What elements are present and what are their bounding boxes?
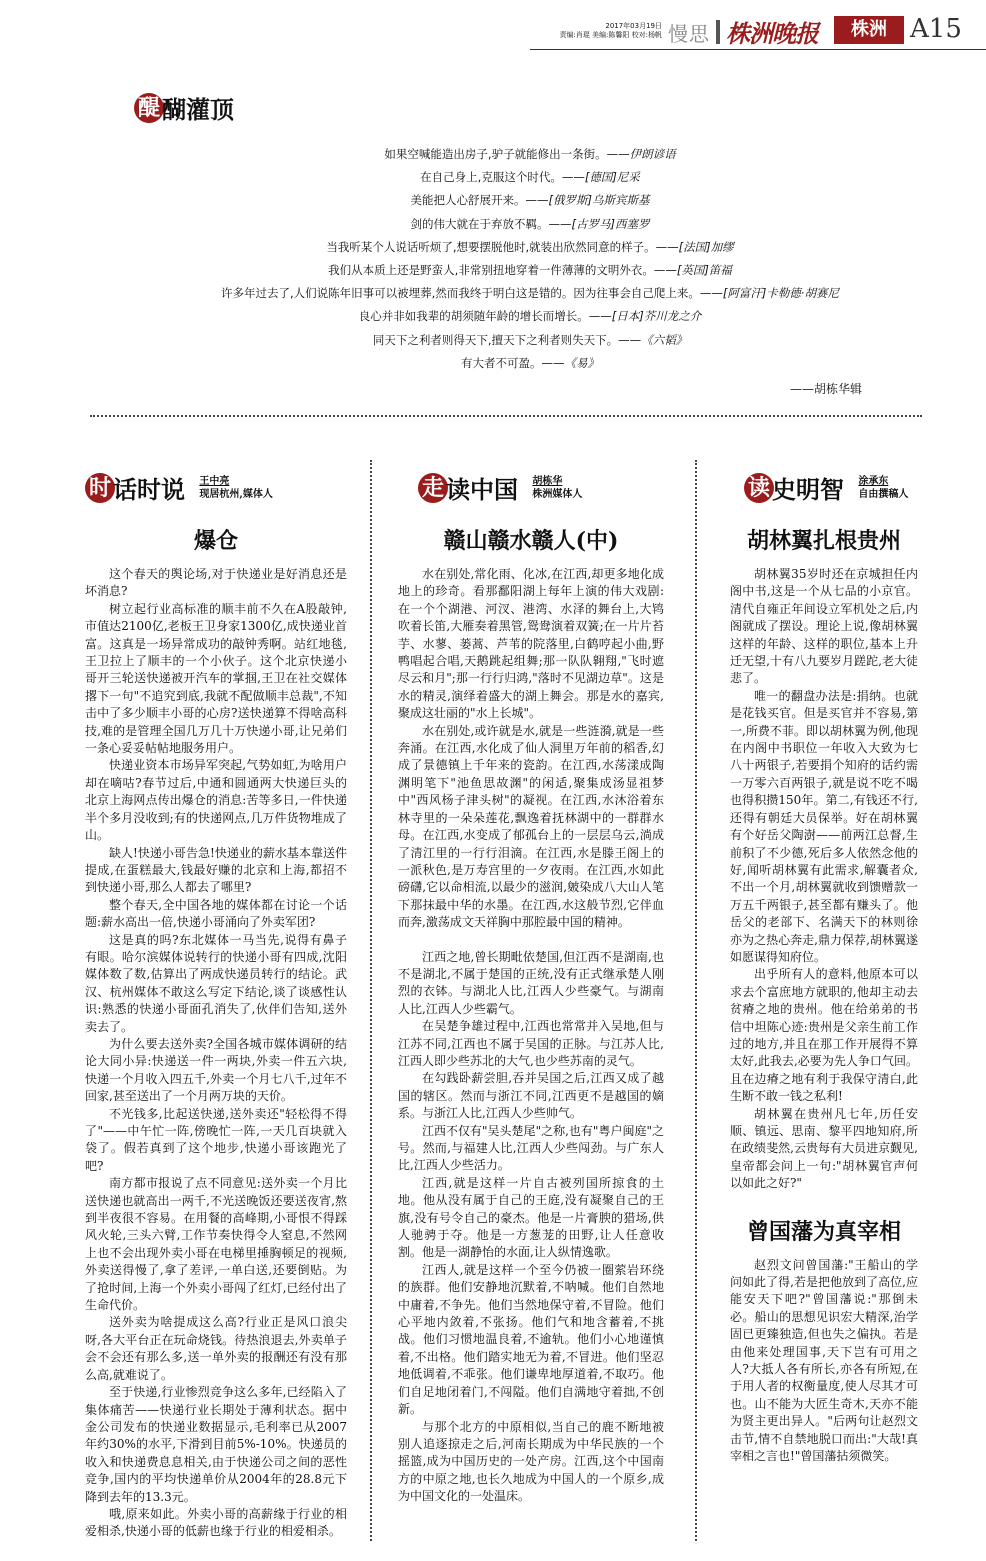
- column-divider: [370, 460, 372, 1541]
- article-body: [85, 566, 347, 1541]
- paragraph: 胡林翼在贵州凡七年,历任安顺、镇远、思南、黎平四地知府,所在政绩斐然,云贵每有大员进京觐见,皇帝都会问上一句:"胡林翼官声何以如此之好?": [730, 1106, 918, 1191]
- quote-attribution: [英国]笛福: [676, 263, 732, 278]
- header-divider: [716, 20, 720, 44]
- quotes-compiler: ——胡栋华辑: [790, 382, 863, 396]
- editor-credits: 责编:肖琨 美编:陈馨阳 校对:杨帆: [559, 31, 662, 39]
- author-byline: [532, 475, 582, 501]
- newspaper-masthead: 株洲晚报: [726, 19, 818, 48]
- paragraph: 不光钱多,比起送快递,送外卖还"轻松得不得了"——中午忙一阵,傍晚忙一阵,一天几百块就入袋了。假若真到了这个地步,快递小哥该跑光了吧?: [85, 1106, 347, 1173]
- quote-attribution: [俄罗斯]乌斯宾斯基: [548, 193, 650, 208]
- paragraph: 这是真的吗?东北媒体一马当先,说得有鼻子有眼。哈尔滨媒体说转行的快递小哥有四成,沈阳媒体数了数,估算出了两成快递员转行的结论。武汉、杭州媒体不敢这么写定下结论,谈了谈感性认识:熟悉的快递小哥面孔消失了,伙伴们告知,送外卖去了。: [85, 932, 347, 1034]
- quote-text: 在自己身上,克服这个时代。——: [420, 170, 585, 185]
- quote-text: 美能把人心舒展开来。——: [410, 193, 549, 208]
- article-body: [398, 566, 664, 1506]
- feature-heading: [134, 90, 234, 130]
- paragraph: 树立起行业高标准的顺丰前不久在A股敲钟,市值达2100亿,老板王卫身家1300亿,成快递业首富。这真是一场异常成功的敲钟秀啊。站红地毯,王卫拉上了顺丰的一个小伙子。这个北京快递小哥开三轮送快递被开汽车的掌掴,王卫在社交媒体撂下一句"不追究到底,我就不配做顺丰总裁",不知击中了多少顺丰小哥的心房?送快递算不得啥高科技,难的是管理全国几万几十万快递小哥,让兄弟们一条心妥妥帖帖地服务用户。: [85, 601, 347, 756]
- article-title: 赣山赣水赣人(中): [443, 528, 619, 554]
- header-rule: [530, 49, 986, 50]
- author-byline: [199, 475, 272, 501]
- quote-attribution: 《易》: [564, 355, 599, 370]
- paragraph: 在吴楚争雄过程中,江西也常常并入吴地,但与江苏不同,江西也不属于吴国的正脉。与江苏人比,江西人即少些苏北的大气,也少些苏南的灵气。: [398, 1019, 664, 1068]
- quote-attribution: 《六韬》: [641, 332, 688, 347]
- quotes-list: [100, 143, 960, 375]
- column-name: 话时说: [113, 475, 185, 504]
- paragraph: 哦,原来如此。外卖小哥的高薪缘于行业的相爱相杀,快递小哥的低薪也缘于行业的相爱相杀。: [85, 1506, 347, 1539]
- paragraph: 在勾践卧薪尝胆,吞并吴国之后,江西又成了越国的辖区。然而与浙江不同,江西更不是越国的嫡系。与浙江人比,江西人少些帅气。: [398, 1071, 664, 1121]
- column-badge-icon: 读: [744, 473, 774, 503]
- paragraph: 江西不仅有"吴头楚尾"之称,也有"粤户闽庭"之号。然而,与福建人比,江西人少些闯劲。与广东人比,江西人少些活力。: [398, 1123, 664, 1173]
- quote-attribution: [法国]加缪: [678, 239, 734, 254]
- column-name: 史明智: [772, 475, 844, 504]
- paragraph: 缺人!快递小哥告急!快递业的薪水基本靠送件提成,在蛋糕最大,钱最好赚的北京和上海,都招不到快递小哥,那么人都去了哪里?: [85, 845, 347, 895]
- paragraph: 江西之地,曾长期毗依楚国,但江西不是湖南,也不是湖北,不属于楚国的正统,没有正式继承楚人刚烈的衣钵。与湖北人比,江西人少些豪气。与湖南人比,江西人少些霸气。: [398, 949, 664, 1016]
- column-badge-icon: 走: [418, 473, 448, 503]
- author-byline: [858, 475, 908, 501]
- section-divider: [90, 415, 922, 417]
- header-meta: [540, 22, 662, 40]
- quote-attribution: [阿富汗]卡勒德·胡赛尼: [722, 286, 839, 301]
- column-badge-icon: 时: [85, 473, 115, 503]
- quote-attribution: 伊朗谚语: [629, 147, 676, 161]
- paragraph: 胡林翼35岁时还在京城担任内阁中书,这是一个从七品的小京官。清代自雍正年间设立军机处之后,内阁就成了摆设。理论上说,像胡林翼这样的年龄、这样的职位,基本上升迁无望,十有八九要岁月蹉跎,老大徒悲了。: [730, 567, 918, 686]
- quote-line: [100, 213, 960, 236]
- quote-line: [100, 236, 960, 259]
- quote-line: [100, 282, 960, 305]
- column-name: 读中国: [446, 475, 518, 504]
- quote-text: 良心并非如我辈的胡须随年龄的增长而增长。——: [358, 309, 612, 324]
- author-name: 涂承东: [858, 475, 889, 487]
- column-3: [730, 470, 918, 1466]
- paragraph: 送外卖为啥提成这么高?行业正是风口浪尖呀,各大平台正在玩命烧钱。待热浪退去,外卖单子会不会还有那么多,送一单外卖的报酬还有没有那么高,就难说了。: [85, 1315, 347, 1382]
- column-1: [85, 470, 347, 1541]
- quote-line: [100, 305, 960, 328]
- quote-attribution: [日本]芥川龙之介: [611, 309, 702, 324]
- paragraph: 快递业资本市场异军突起,气势如虹,为啥用户却在嘀咕?春节过后,中通和圆通两大快递巨头的北京上海网点传出爆仓的消息:苦等多日,一件快递半个多月没收到;有的快递网点,几万件货物堆成了山。: [85, 758, 347, 843]
- issue-date: 2017年03月19日: [605, 22, 662, 30]
- author-desc: 现居杭州,媒体人: [199, 488, 273, 500]
- paragraph: 唯一的翻盘办法是:捐纳。也就是花钱买官。但是买官并不容易,第一,所费不菲。即以胡林翼为例,他现在内阁中书职位一年收入大致为七八十两银子,若要捐个知府的话约需一万零六百两银子,就是说不吃不喝也得积攒150年。第二,有钱还不行,还得有朝廷大员保举。好在胡林翼有个好岳父陶澍——前两江总督,生前积了不少德,死后多人依然念他的好,闻听胡林翼有此需求,解囊者众,不出一个月,胡林翼就收到馈赠款一万五千两银子,甚至都有赚头了。他岳父的老部下、名满天下的林则徐亦为之热心奔走,鼎力保荐,胡林翼遂如愿谋得知府位。: [730, 688, 918, 964]
- column-divider: [695, 460, 697, 1541]
- column-heading: [85, 470, 347, 510]
- quote-text: 剑的伟大就在于弃放不羁。——: [410, 216, 572, 231]
- article-body: [730, 566, 918, 1193]
- quote-line: [100, 329, 960, 352]
- paragraph: 为什么要去送外卖?全国各城市媒体调研的结论大同小异:快递送一件一两块,外卖一件五六块,快递一个月收入四五千,外卖一个月七八千,过年不回家,甚至送出了一个月两万块的天价。: [85, 1036, 347, 1104]
- quote-text: 同天下之利者则得天下,擅天下之利者则失天下。——: [372, 332, 642, 347]
- newspaper-logo: 株洲: [834, 16, 904, 44]
- paragraph: 整个春天,全中国各地的媒体都在讨论一个话题:薪水高出一倍,快递小哥涌向了外卖军团?: [85, 897, 347, 930]
- paragraph: 水在别处,或许就是水,就是一些涟漪,就是一些奔涌。在江西,水化成了仙人洞里万年前的稻香,幻成了景德镇上千年来的瓷韵。在江西,水荡漾成陶渊明笔下"池鱼思故渊"的闲适,聚集成汤显祖梦中"西风杨子津头树"的凝视。在江西,水沐浴着东林寺里的一朵朵莲花,飘逸着抚林湖中的一群群水母。在江西,水变成了郁孤台上的一层层乌云,淌成了清江里的一行行泪滴。在江西,水是滕王阁上的一派秋色,是万寿宫里的一夕夜雨。在江西,水如此磅礴,它以命相流,以最少的滋润,皴染成八大山人笔下那抹最中华的水墨。在江西,水这般节烈,它伴血而奔,激荡成文天祥胸中那腔最中国的精神。: [398, 723, 664, 930]
- quote-line: [100, 166, 960, 189]
- paragraph: 水在别处,常化雨、化冰,在江西,却更多地化成地上的珍奇。看那鄱阳湖上每年上演的伟大戏剧:在一个个湖港、河汊、港湾、水泽的舞台上,大鸨吹着长笛,大雁奏着黑管,鸳鸯演着双簧;在一片片苔芋、水蓼、蒌蒿、芦苇的院落里,白鹤哼起小曲,野鸭唱起合唱,天鹅跳起组舞;那一队队翱翔,"飞时遮尽云和月";那一行行归鸿,"落时不见湖边草"。这是水的精灵,演绎着盛大的湖上舞会。那是水的嘉宾,聚成这壮丽的"水上长城"。: [398, 567, 664, 721]
- column-heading: [398, 470, 664, 510]
- article-title: 胡林翼扎根贵州: [746, 528, 901, 554]
- paragraph: 江西人,就是这样一个至今仍被一圈萦岩环绕的族群。他们安静地沉默着,不呐喊。他们自然地中庸着,不争先。他们当然地保守着,不冒险。他们心平地内敛着,不张扬。他们气和地含蓄着,不挑战。他们习惯地温良着,不逾轨。他们小心地谨慎着,不出格。他们踏实地无为着,不冒进。他们坚忍地低调着,不乖张。他们谦卑地厚道着,不取巧。他们自足地闭着门,不闯隘。他们自满地守着拙,不创新。: [398, 1262, 664, 1417]
- article-title: 爆仓: [193, 528, 238, 554]
- page-number: A15: [910, 14, 962, 44]
- quote-line: [100, 143, 960, 166]
- quote-line: [100, 189, 960, 212]
- paragraph: 与那个北方的中原相似,当自己的鹿不断地被别人追逐掠走之后,河南长期成为中华民族的一个摇篮,成为中国历史的一处产房。江西,这个中国南方的中原之地,也长久地成为中国人的一个原乡,成为中国文化的一处温床。: [398, 1419, 664, 1504]
- quote-text: 有大者不可盈。——: [461, 355, 565, 370]
- author-desc: 自由撰稿人: [858, 488, 909, 500]
- feature-title: 醐灌顶: [162, 95, 234, 124]
- author-name: 胡栋华: [532, 475, 563, 487]
- article-body: [730, 1257, 918, 1466]
- paragraph: 赵烈文问曾国藩:"王船山的学问如此了得,若是把他放到了高位,应能安天下吧?"曾国藩说:"那倒未必。船山的思想见识宏大精深,治学固已更臻独造,但也失之偏执。若是由他来处理国事,天下岂有可用之人?大抵人各有所长,亦各有所短,在于用人者的权衡量度,使人尽其才可也。山不能为大匠生奇木,天亦不能为贤主更出异人。"后两句让赵烈文击节,情不自禁地脱口而出:"大哉!真宰相之言也!"曾国藩拈须微笑。: [730, 1257, 918, 1464]
- paragraph: 江西,就是这样一片自古被列国所掠食的土地。他从没有属于自己的王庭,没有凝聚自己的王旗,没有号令自己的豪杰。他是一片膏腴的猎场,供人驰骋于夺。他是一方葱茏的田野,让人任意收割。他是一湖静怡的水面,让人纵情逸歌。: [398, 1175, 664, 1260]
- quote-text: 我们从本质上还是野蛮人,非常别扭地穿着一件薄薄的文明外衣。——: [328, 263, 677, 278]
- section-name: 慢思: [668, 22, 710, 46]
- paragraph: 南方都市报说了点不同意见:送外卖一个月比送快递也就高出一两千,不光送晚饭还要送夜宵,熬到半夜很不容易。在用餐的高峰期,小哥恨不得踩风火轮,三头六臂,工作节奏快得令人窒息,不然网上也不会出现外卖小哥在电梯里捶胸顿足的视频,外卖送得慢了,拿了差评,一单白送,还要倒贴。为了抢时间,上海一个外卖小哥闯了红灯,已经付出了生命代价。: [85, 1176, 347, 1313]
- author-desc: 株洲媒体人: [532, 488, 583, 500]
- paragraph: 出乎所有人的意料,他原本可以求去个富庶地方就职的,他却主动去贫瘠之地的贵州。他在给弟弟的书信中坦陈心迹:贵州是父亲生前工作过的地方,并且在那工作开展得不算太好,此我去,必要为先人争口气回。且在边瘠之地有利于我保守清白,此生断不敢一钱之私利!: [730, 967, 918, 1104]
- paragraph: 至于快递,行业惨烈竞争这么多年,已经陷入了集体痛苦——快递行业长期处于薄利状态。据中金公司发布的快递业数据显示,毛利率已从2007年约30%的水平,下滑到目前5%-10%。快递员的收入和快递费息息相关,由于快递公司之间的恶性竞争,国内的平均快递单价从2004年的28.8元下降到去年的13.3元。: [85, 1385, 347, 1504]
- quote-line: [100, 259, 960, 282]
- quote-attribution: [古罗马]西塞罗: [571, 216, 650, 231]
- quote-text: 如果空喊能造出房子,驴子就能修出一条街。——: [384, 147, 630, 161]
- quote-attribution: [德国]尼采: [584, 170, 640, 185]
- column-heading: [730, 470, 918, 510]
- article-title: 曾国藩为真宰相: [746, 1218, 901, 1245]
- author-name: 王中亮: [199, 475, 230, 487]
- quote-text: 当我听某个人说话听烦了,想要摆脱他时,就装出欣然同意的样子。——: [326, 239, 679, 254]
- quote-line: [100, 352, 960, 375]
- column-2: [398, 470, 664, 1506]
- quote-text: 许多年过去了,人们说陈年旧事可以被埋葬,然而我终于明白这是错的。因为往事会自己爬上来。——: [221, 286, 723, 301]
- feature-badge-icon: 醍: [134, 93, 164, 123]
- paragraph: 这个春天的舆论场,对于快递业是好消息还是坏消息?: [85, 567, 347, 599]
